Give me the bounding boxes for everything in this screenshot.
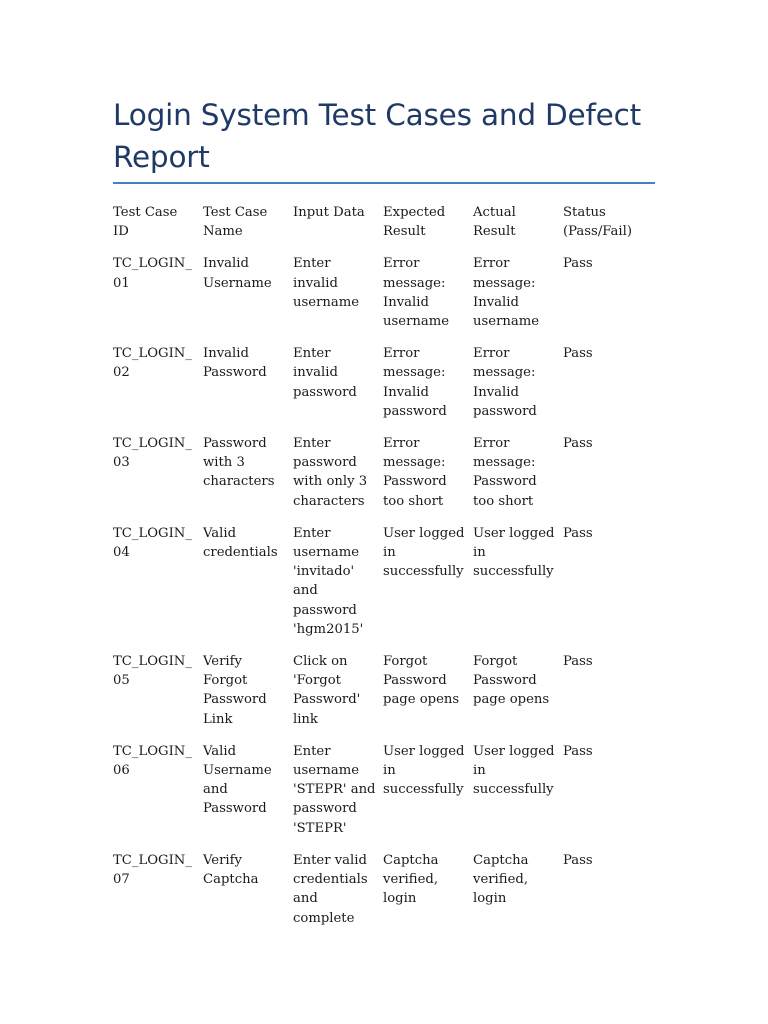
cell-input-data: Enter password with only 3 characters: [293, 436, 368, 509]
cell-test-case-name: Invalid Password: [203, 346, 267, 381]
cell-actual-result: User logged in successfully: [473, 525, 555, 580]
cell-actual-result: Error message: Invalid password: [473, 346, 537, 419]
cell-test-case-id: TC_LOGIN_01: [113, 256, 192, 291]
header-test-case-id: Test Case ID: [113, 205, 178, 240]
cell-status: Pass: [563, 743, 593, 759]
cell-expected-result: User logged in successfully: [383, 743, 465, 798]
cell-actual-result: Error message: Password too short: [473, 436, 537, 509]
table-header-row: [113, 203, 655, 254]
cell-input-data: Click on 'Forgot Password' link: [293, 654, 361, 727]
document-page: [113, 94, 655, 941]
cell-test-case-name: Verify Captcha: [203, 852, 259, 888]
cell-actual-result: Error message: Invalid username: [473, 256, 540, 330]
cell-actual-result: Forgot Password page opens: [473, 654, 550, 708]
cell-status: Pass: [563, 852, 593, 868]
cell-test-case-id: TC_LOGIN_06: [113, 743, 192, 779]
cell-status: Pass: [563, 436, 593, 452]
cell-actual-result: Captcha verified, login: [473, 852, 529, 907]
header-expected-result: Expected Result: [383, 205, 446, 240]
cell-test-case-name: Valid Username and Password: [203, 743, 272, 817]
table-row: [113, 524, 655, 652]
header-status: Status (Pass/Fail): [563, 205, 632, 240]
document-title: Login System Test Cases and Defect Report: [113, 98, 642, 174]
cell-input-data: Enter invalid username: [293, 256, 360, 310]
cell-test-case-name: Invalid Username: [203, 256, 272, 291]
cell-status: Pass: [563, 525, 593, 541]
cell-input-data: Enter valid credentials and complete: [293, 852, 368, 926]
cell-test-case-id: TC_LOGIN_07: [113, 852, 192, 888]
header-input-data: Input Data: [293, 205, 365, 220]
cell-expected-result: Forgot Password page opens: [383, 654, 460, 708]
cell-input-data: Enter username 'STEPR' and password 'STEPR': [293, 743, 376, 836]
cell-test-case-id: TC_LOGIN_02: [113, 346, 192, 381]
cell-test-case-name: Password with 3 characters: [203, 436, 275, 490]
cell-test-case-id: TC_LOGIN_03: [113, 436, 192, 471]
test-case-table: [113, 203, 655, 941]
cell-test-case-name: Valid credentials: [203, 525, 278, 561]
table-row: [113, 851, 655, 941]
cell-input-data: Enter invalid password: [293, 346, 357, 400]
cell-expected-result: Error message: Invalid username: [383, 256, 450, 330]
header-actual-result: Actual Result: [473, 205, 516, 240]
table-row: [113, 742, 655, 851]
cell-expected-result: User logged in successfully: [383, 525, 465, 580]
title-underline: [113, 182, 655, 184]
table-row: [113, 652, 655, 742]
cell-test-case-id: TC_LOGIN_04: [113, 525, 192, 561]
cell-input-data: Enter username 'invitado' and password 'hgm2015': [293, 525, 364, 637]
cell-test-case-name: Verify Forgot Password Link: [203, 654, 267, 727]
table-row: [113, 434, 655, 524]
cell-expected-result: Error message: Password too short: [383, 436, 447, 509]
cell-expected-result: Error message: Invalid password: [383, 346, 447, 419]
cell-status: Pass: [563, 256, 593, 272]
cell-actual-result: User logged in successfully: [473, 743, 555, 798]
table-row: [113, 254, 655, 344]
cell-status: Pass: [563, 346, 593, 362]
table-row: [113, 344, 655, 434]
cell-status: Pass: [563, 654, 593, 670]
cell-expected-result: Captcha verified, login: [383, 852, 439, 907]
header-test-case-name: Test Case Name: [203, 205, 268, 240]
cell-test-case-id: TC_LOGIN_05: [113, 654, 192, 689]
